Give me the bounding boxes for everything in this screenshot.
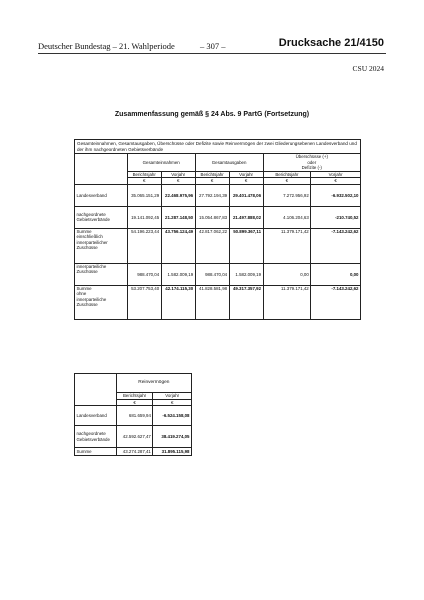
drucksache-num: 4150 [359, 37, 384, 49]
cell-value: 43.756.124,49 [161, 228, 195, 263]
table-row [75, 285, 361, 319]
currency-symbol: € [153, 399, 192, 406]
header-left: Deutscher Bundestag – 21. Wahlperiode [38, 41, 175, 51]
sub-berichtsjahr: Berichtsjahr [127, 171, 161, 178]
drucksache-prefix: Drucksache 21/ [278, 37, 360, 49]
cell-value: 27.792.194,39 [195, 184, 229, 206]
sub-vorjahr: Vorjahr [229, 171, 263, 178]
cell-value: 38.419.274,05 [153, 426, 192, 448]
cell-value: 53.207.753,40 [127, 285, 161, 319]
summary-table [74, 139, 361, 320]
col-group-net-assets: Reinvermögen [116, 374, 191, 393]
table-row [75, 448, 192, 456]
header-rule [38, 53, 386, 54]
cell-value: 11.379.171,42 [263, 228, 311, 263]
row-label: nachgeordnete Gebietsverbände [75, 206, 128, 228]
net-assets-table [74, 373, 192, 456]
cell-value: 22.468.975,96 [161, 184, 195, 206]
table-row [75, 206, 361, 228]
party-label: CSU 2024 [352, 64, 384, 73]
cell-value: 1.582.009,19 [229, 263, 263, 285]
currency-symbol: € [116, 399, 153, 406]
currency-symbol: € [263, 178, 311, 185]
row-label: innerparteiliche Zuschüsse [75, 263, 128, 285]
table-row [75, 184, 361, 206]
cell-value: 29.401.478,06 [229, 184, 263, 206]
cell-value: 41.828.581,98 [195, 285, 229, 319]
row-label: Landesverband [75, 184, 128, 206]
cell-value: 42.592.627,47 [116, 426, 153, 448]
cell-value: 0,00 [311, 263, 361, 285]
row-header-blank [75, 374, 117, 406]
cell-value: 681.659,94 [116, 406, 153, 426]
cell-value: -210.740,52 [311, 206, 361, 228]
cell-value: 35.065.151,29 [127, 184, 161, 206]
cell-value: 7.272.956,92 [263, 184, 311, 206]
currency-symbol: € [161, 178, 195, 185]
cell-value: -7.143.242,62 [311, 285, 361, 319]
table-row [75, 263, 361, 285]
cell-value: 49.317.357,92 [229, 285, 263, 319]
cell-value: 42.174.115,30 [161, 285, 195, 319]
table-intro: Gesamteinnahmen, Gesamtausgaben, Überschüsse oder Defizite sowie Reinvermögen der zwei Gliederungsebenen Landesverband und der ihm nachgeordneten Gebietsverbände [75, 140, 361, 154]
table-row [75, 406, 192, 426]
sub-berichtsjahr: Berichtsjahr [263, 171, 311, 178]
sub-vorjahr: Vorjahr [153, 393, 192, 400]
col-group-income: Gesamteinnahmen [127, 154, 195, 172]
cell-value: -6.524.158,08 [153, 406, 192, 426]
cell-value: 21.287.148,50 [161, 206, 195, 228]
cell-value: 19.141.092,45 [127, 206, 161, 228]
cell-value: 11.379.171,42 [263, 285, 311, 319]
currency-symbol: € [311, 178, 361, 185]
cell-value: -6.932.502,10 [311, 184, 361, 206]
cell-value: 15.054.867,83 [195, 206, 229, 228]
currency-symbol: € [127, 178, 161, 185]
sub-berichtsjahr: Berichtsjahr [116, 393, 153, 400]
row-header-blank [75, 154, 128, 185]
currency-symbol: € [229, 178, 263, 185]
cell-value: 31.895.115,98 [153, 448, 192, 456]
cell-value: 43.274.287,41 [116, 448, 153, 456]
currency-symbol: € [195, 178, 229, 185]
cell-value: 21.497.888,02 [229, 206, 263, 228]
cell-value: 54.196.223,44 [127, 228, 161, 263]
cell-value: 42.817.062,22 [195, 228, 229, 263]
cell-value: -7.143.242,62 [311, 228, 361, 263]
sub-vorjahr: Vorjahr [161, 171, 195, 178]
row-label: nachgeordnete Gebietsverbände [75, 426, 117, 448]
cell-value: 4.106.204,63 [263, 206, 311, 228]
document-title: Zusammenfassung gemäß § 24 Abs. 9 PartG (Fortsetzung) [114, 111, 310, 118]
table-row [75, 426, 192, 448]
row-label: Summe einschließlich innerparteilicher Zuschüsse [75, 228, 128, 263]
row-label: Summe ohne innerparteiliche Zuschüsse [75, 285, 128, 319]
cell-value: 988.470,04 [195, 263, 229, 285]
row-label: Summe [75, 448, 117, 456]
row-label: Landesverband [75, 406, 117, 426]
cell-value: 0,00 [263, 263, 311, 285]
cell-value: 1.582.009,19 [161, 263, 195, 285]
table-row [75, 228, 361, 263]
sub-vorjahr: Vorjahr [311, 171, 361, 178]
drucksache-number [279, 37, 384, 49]
cell-value: 988.470,04 [127, 263, 161, 285]
col-group-expenses: Gesamtausgaben [195, 154, 263, 172]
cell-value: 50.899.367,11 [229, 228, 263, 263]
col-group-surplus: Überschüsse (+) oder Defizite (-) [263, 154, 360, 172]
sub-berichtsjahr: Berichtsjahr [195, 171, 229, 178]
page-number: – 307 – [200, 41, 226, 51]
